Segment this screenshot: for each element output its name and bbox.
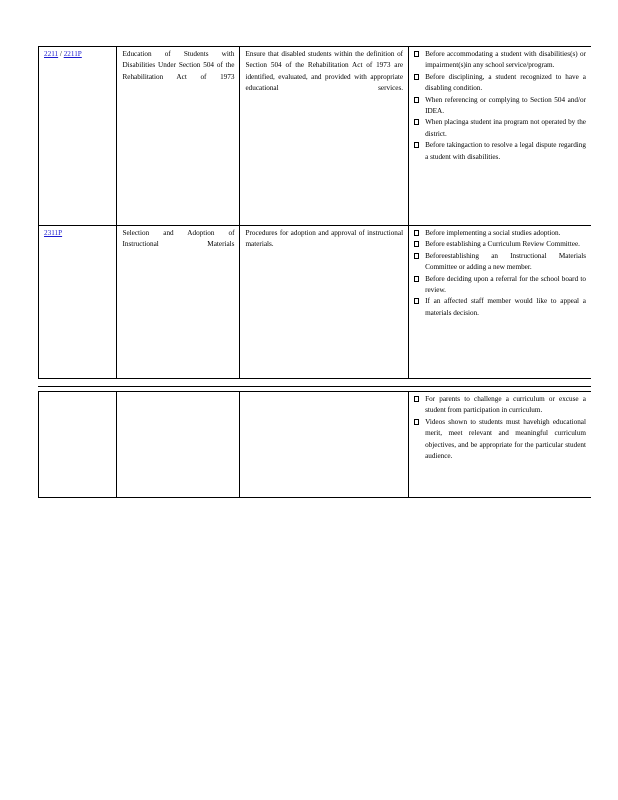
policy-description: Procedures for adoption and approval of instructional materials. <box>245 229 404 249</box>
policy-title-cell <box>117 392 240 498</box>
policy-code-cell <box>39 392 117 498</box>
checkbox-bullet-icon <box>414 298 419 304</box>
policy-description-cell <box>240 47 409 226</box>
policy-code-link[interactable]: 2311P <box>44 229 63 237</box>
policy-description-cell <box>240 392 409 498</box>
policy-title: Education of Students with Disabilities Under Section 504 of the Rehabilitation Act of 1973 <box>122 50 235 81</box>
checkbox-bullet-icon <box>414 119 419 125</box>
checkbox-bullet-icon <box>414 419 419 425</box>
list-item: Before disciplining, a student recognized to have a disabling condition. <box>414 72 586 95</box>
list-item: Beforeestablishing an Instructional Materials Committee or adding a new member. <box>414 251 586 274</box>
policy-table-section-2 <box>38 391 591 498</box>
list-item: Before accommodating a student with disabilities(s) or impairment(s)in any school service/program. <box>414 49 586 72</box>
policy-description-cell <box>240 226 409 379</box>
code-separator: / <box>58 50 64 58</box>
checkbox-bullet-icon <box>414 241 419 247</box>
policy-code-link[interactable]: 2211 <box>44 50 59 58</box>
when-to-use-list <box>414 228 586 319</box>
table-row <box>39 392 592 498</box>
checkbox-bullet-icon <box>414 97 419 103</box>
list-item: When referencing or complying to Section 504 and/or IDEA. <box>414 95 586 118</box>
list-item: For parents to challenge a curriculum or excuse a student from participation in curriculum. <box>414 394 586 417</box>
list-item: Before establishing a Curriculum Review Committee. <box>414 239 586 250</box>
policy-title-cell <box>117 47 240 226</box>
when-to-use-list <box>414 394 586 462</box>
list-item: If an affected staff member would like to appeal a materials decision. <box>414 296 586 319</box>
table-row <box>39 47 592 226</box>
policy-code-link[interactable]: 2211P <box>63 50 82 58</box>
checkbox-bullet-icon <box>414 142 419 148</box>
list-item: Before implementing a social studies adoption. <box>414 228 586 239</box>
policy-description: Ensure that disabled students within the definition of Section 504 of the Rehabilitation Act of 1973 are identified, evaluated, and provided with appropriate educational services. <box>245 50 404 93</box>
when-to-use-cell <box>409 226 591 379</box>
policy-title-cell <box>117 226 240 379</box>
checkbox-bullet-icon <box>414 253 419 259</box>
checkbox-bullet-icon <box>414 74 419 80</box>
policy-table-section-1 <box>38 46 591 379</box>
list-item: When placinga student ina program not operated by the district. <box>414 117 586 140</box>
policy-code-cell <box>39 47 117 226</box>
when-to-use-cell <box>409 47 591 226</box>
when-to-use-cell <box>409 392 591 498</box>
policy-title: Selection and Adoption of Instructional Materials <box>122 229 235 249</box>
list-item: Videos shown to students must havehigh educational merit, meet relevant and meaningful curriculum objectives, and be appropriate for the particular student audience. <box>414 417 586 463</box>
page-break-divider <box>38 386 591 387</box>
list-item: Before deciding upon a referral for the school board to review. <box>414 274 586 297</box>
checkbox-bullet-icon <box>414 51 419 57</box>
checkbox-bullet-icon <box>414 396 419 402</box>
checkbox-bullet-icon <box>414 276 419 282</box>
checkbox-bullet-icon <box>414 230 419 236</box>
list-item: Before takingaction to resolve a legal dispute regarding a student with disabilities. <box>414 140 586 163</box>
policy-code-cell <box>39 226 117 379</box>
table-row <box>39 226 592 379</box>
when-to-use-list <box>414 49 586 163</box>
